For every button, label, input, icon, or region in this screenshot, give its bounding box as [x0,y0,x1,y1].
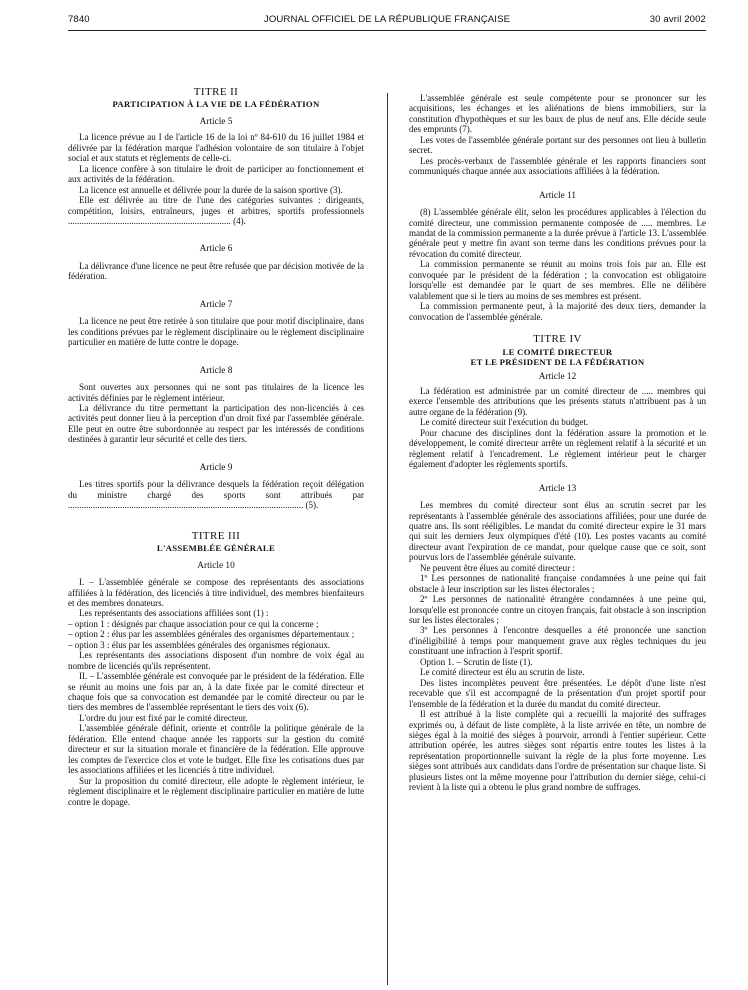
paragraph: La commission permanente peut, à la majorité des deux tiers, demander la convocation de l'assemblée générale. [409,301,706,322]
article-12-heading: Article 12 [538,371,577,382]
paragraph: 2º Les personnes de nationalité étrangère condamnées à une peine qui, lorsqu'elle est prononcée contre un citoyen français, fait obstacle à son inscription sur les listes électorales ; [409,594,706,626]
paragraph: La fédération est administrée par un comité directeur de ..... membres qui exerce l'ensemble des attributions que les présents statuts n'attribuent pas à un autre organe de la fédération (9). [409,385,706,417]
paragraph: Pour chacune des disciplines dont la fédération assure la promotion et le développement, le comité directeur arrête un règlement relatif à la sécurité et un règlement relatif à l'encadrement. Le règlement intérieur peut le charger également d'adopter les règlements sportifs. [409,427,706,470]
paragraph: La licence ne peut être retirée à son titulaire que pour motif disciplinaire, dans les conditions prévues par le règlement disciplinaire ou le règlement disciplinaire particulier en matière de lutte contre le dopage. [68,316,364,348]
paragraph: Elle est délivrée au titre de l'une des catégories suivantes : dirigeants, compétition, loisirs, entraîneurs, juges et arbitres, sportifs professionnels ........................................................................ (4). [68,195,364,227]
paragraph: II. – L'assemblée générale est convoquée par le président de la fédération. Elle se réunit au moins une fois par an, à la date fixée par le comité directeur et chaque fois que sa convocation est demandée par le comité directeur ou par le tiers des membres de l'assemblée représentant le tiers des voix (6). [68,671,364,713]
page-number: 7840 [68,14,90,25]
article-6-heading: Article 6 [199,244,233,255]
article-5-heading: Article 5 [199,116,233,127]
article-11-heading: Article 11 [538,190,577,201]
paragraph: L'assemblée générale est seule compétente pour se prononcer sur les acquisitions, les échanges et les aliénations de biens immobiliers, sur la constitution d'hypothèques et sur les baux de plus de neuf ans. Elle décide seule des emprunts (7). [409,93,706,135]
paragraph: Sur la proposition du comité directeur, elle adopte le règlement intérieur, le règlement disciplinaire et le règlement disciplinaire particulier en matière de lutte contre le dopage. [68,775,364,807]
paragraph: Les votes de l'assemblée générale portant sur des personnes ont lieu à bulletin secret. [409,134,706,156]
list-item: – option 1 : désignés par chaque association pour ce qui la concerne ; [68,618,319,629]
paragraph: La licence prévue au I de l'article 16 de la loi nº 84-610 du 16 juillet 1984 et délivrée par la fédération marque l'adhésion volontaire de son titulaire à l'objet social et aux statuts et règlements de celle-ci. [68,132,364,164]
paragraph: (8) L'assemblée générale élit, selon les procédures applicables à l'élection du comité directeur, une commission permanente composée de ..... membres. Le mandat de la commission permanente a la durée prévue à l'article 13. L'assemblée générale peut y mettre fin avant son terme dans les conditions prévues pour la révocation du comité directeur. [409,207,706,259]
paragraph: I. – L'assemblée générale se compose des représentants des associations affiliées à la fédération, des licenciés à titre individuel, des membres bienfaiteurs et des membres donateurs. [68,577,364,608]
paragraph: La licence est annuelle et délivrée pour la durée de la saison sportive (3). [79,184,343,195]
header-rule [68,30,706,31]
page-header [68,14,706,28]
article-9-heading: Article 9 [199,462,233,473]
titre-3-heading: TITRE III [191,529,241,542]
paragraph: Les procès-verbaux de l'assemblée générale et les rapports financiers sont communiqués chaque année aux associations affiliées à la fédération. [409,155,706,177]
paragraph: Les représentants des associations disposent d'un nombre de voix égal au nombre de licenciés qu'ils représentent. [68,650,364,671]
paragraph: La licence confère à son titulaire le droit de participer au fonctionnement et aux activités de la fédération. [68,163,364,185]
paragraph: Sont ouvertes aux personnes qui ne sont pas titulaires de la licence les activités définies par le règlement intérieur. [68,382,364,403]
list-item: – option 2 : élus par les assemblées générales des organismes départementaux ; [68,629,355,640]
paragraph: Des listes incomplètes peuvent être présentées. Le dépôt d'une liste n'est recevable que s'il est accompagné de la présentation d'un projet sportif pour l'ensemble de la fédération et la durée du mandat du comité directeur. [409,677,706,709]
article-8-heading: Article 8 [199,365,233,376]
paragraph: 1º Les personnes de nationalité française condamnées à une peine qui fait obstacle à leur inscription sur les listes électorales ; [409,573,706,594]
titre-3-subtitle: L'ASSEMBLÉE GÉNÉRALE [156,543,276,554]
paragraph: Les représentants des associations affiliées sont (1) : [79,608,269,619]
article-13-heading: Article 13 [538,483,577,494]
list-item: – option 3 : élus par les assemblées générales des organismes régionaux. [68,639,331,650]
left-column [68,87,364,807]
paragraph: Ne peuvent être élues au comité directeur : [420,562,575,573]
titre-4-subtitle-2: ET LE PRÉSIDENT DE LA FÉDÉRATION [470,357,645,368]
paragraph: Il est attribué à la liste complète qui a recueilli la majorité des suffrages exprimés ou, à défaut de liste complète, à la liste arrivée en tête, un nombre de sièges égal à la moitié des sièges à pourvoir, arrondi à l'entier supérieur. Cette attribution opérée, les autres sièges sont répartis entre toutes les listes à la représentation proportionnelle suivant la règle de la plus forte moyenne. Les sièges sont attribués aux candidats dans l'ordre de présentation sur chaque liste. Si plusieurs listes ont la même moyenne pour l'attribution du dernier siège, celui-ci revient à la liste qui a obtenu le plus grand nombre de suffrages. [409,709,706,793]
issue-date: 30 avril 2002 [649,14,706,25]
titre-4-heading: TITRE IV [533,333,582,346]
paragraph: L'assemblée générale définit, oriente et contrôle la politique générale de la fédération. Elle entend chaque année les rapports sur la gestion du comité directeur et sur la situation morale et financière de la fédération. Elle approuve les comptes de l'exercice clos et vote le budget. Elle fixe les cotisations dues par les associations affiliées et les licenciés à titre individuel. [68,723,364,776]
titre-2-subtitle: PARTICIPATION À LA VIE DE LA FÉDÉRATION [112,99,320,110]
column-divider [387,93,388,985]
paragraph: La délivrance d'une licence ne peut être refusée que par décision motivée de la fédération. [68,260,364,282]
paragraph: La délivrance du titre permettant la participation des non-licenciés à ces activités peut donner lieu à la perception d'un droit fixé par l'assemblée générale. Elle peut en outre être subordonnée au respect par les intéressés de conditions destinées à garantir leur sécurité et celle des tiers. [68,403,364,445]
paragraph: La commission permanente se réunit au moins trois fois par an. Elle est convoquée par le président de la fédération ; la convocation est obligatoire lorsqu'elle est demandée par le quart de ses membres. Elle ne délibère valablement que si le tiers au moins de ses membres est présent. [409,259,706,301]
titre-4-subtitle-1: LE COMITÉ DIRECTEUR [502,346,613,357]
paragraph: L'ordre du jour est fixé par le comité directeur. [79,712,248,723]
article-7-heading: Article 7 [199,299,233,310]
paragraph: Les membres du comité directeur sont élus au scrutin secret par les représentants à l'assemblée générale des associations affiliées, pour une durée de quatre ans. Ils sont rééligibles. Le mandat du comité directeur expire le 31 mars qui suit les derniers Jeux olympiques d'été (10). Les postes vacants au comité directeur avant l'expiration de ce mandat, pour quelque cause que ce soit, sont pourvus lors de l'assemblée générale suivante. [409,500,706,563]
titre-2-heading: TITRE II [193,86,239,98]
right-column [409,93,706,793]
article-10-heading: Article 10 [197,560,235,571]
paragraph: Option 1. – Scrutin de liste (1). [420,656,533,667]
paragraph: Le comité directeur est élu au scrutin de liste. [420,667,585,678]
paragraph: 3º Les personnes à l'encontre desquelles a été prononcée une sanction d'inéligibilité à temps pour manquement grave aux règles techniques du jeu constituant une infraction à l'esprit sportif. [409,625,706,657]
paragraph: Les titres sportifs pour la délivrance desquels la fédération reçoit délégation du ministre chargé des sports sont attribués par ........................................................................................................ (5). [68,479,364,511]
journal-title: JOURNAL OFFICIEL DE LA RÉPUBLIQUE FRANÇAISE [263,14,511,25]
paragraph: Le comité directeur suit l'exécution du budget. [420,417,589,428]
